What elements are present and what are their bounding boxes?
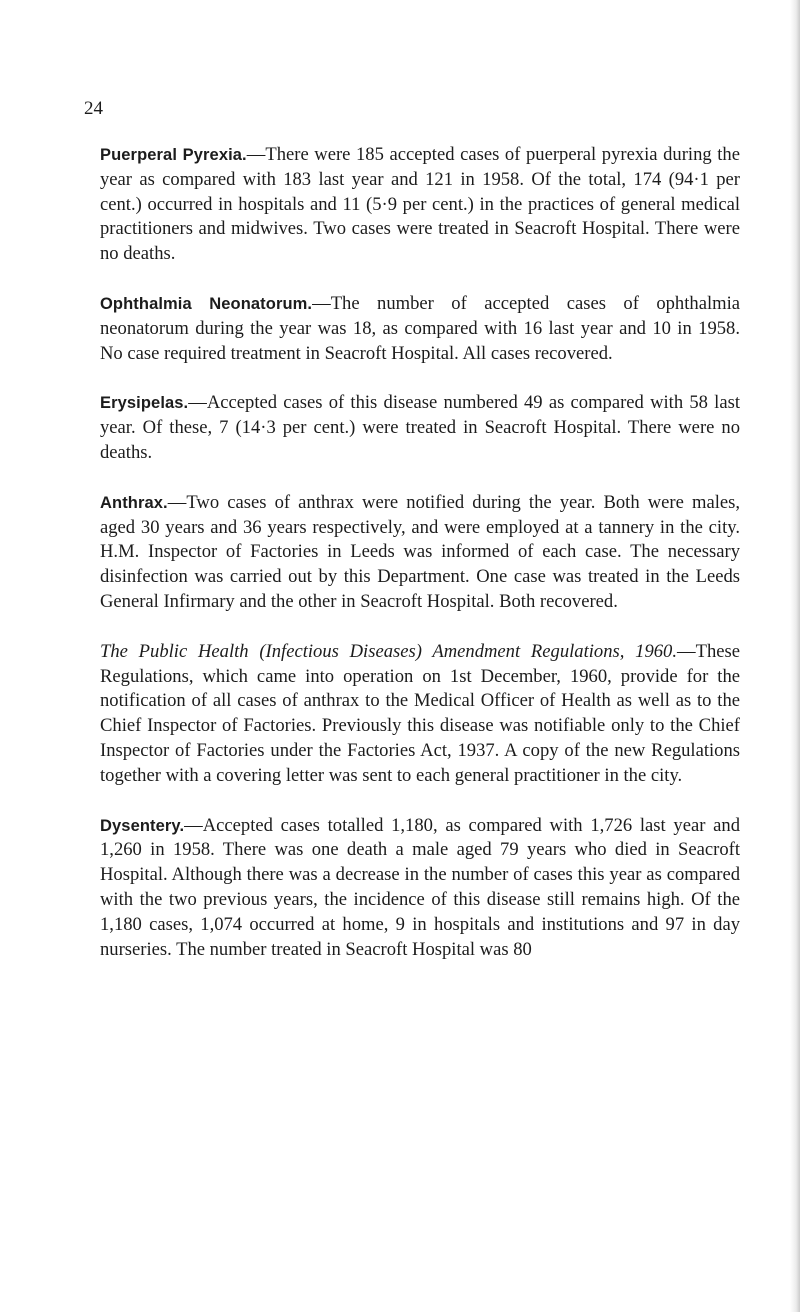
section-heading: Erysipelas.: [100, 394, 189, 413]
section-anthrax: [100, 491, 740, 615]
section-heading: Anthrax.: [100, 493, 168, 512]
section-text: —Two cases of anthrax were notified during the year. Both were males, aged 30 years and 36 years respectively, and were employed at a tannery in the city. H.M. Inspector of Factories in Leeds was informed of each case. The necessary disinfection was carried out by this Department. One case was treated in the Leeds General Infirmary and the other in Seacroft Hospital. Both recovered.: [100, 491, 740, 612]
section-dysentery: [100, 814, 740, 963]
section-heading: Puerperal Pyrexia.: [100, 146, 247, 164]
section-text: —Accepted cases totalled 1,180, as compared with 1,726 last year and 1,260 in 1958. There was one death a male aged 79 years who died in Seacroft Hospital. Although there was a decrease in the number of cases this year as compared with the two previous years, the incidence of this disease still remains high. Of the 1,180 cases, 1,074 occurred at home, 9 in hospitals and institutions and 97 in day nurseries. The number treated in Seacroft Hospital was 80: [100, 814, 740, 960]
section-heading: Ophthalmia Neonatorum.: [100, 294, 313, 313]
page-number: 24: [84, 98, 103, 119]
section-heading: The Public Health (Infectious Diseases) Amendment Regulations, 1960.: [100, 640, 677, 662]
page-edge-shadow: [790, 0, 800, 1312]
section-text: —Accepted cases of this disease numbered 49 as compared with 58 last year. Of these, 7 (14·3 per cent.) were treated in Seacroft Hospital. There were no deaths.: [100, 392, 740, 463]
section-ophthalmia-neonatorum: [100, 292, 740, 366]
section-regulations: [100, 640, 740, 789]
section-text: —There were 185 accepted cases of puerperal pyrexia during the year as compared with 183 last year and 121 in 1958. Of the total, 174 (94·1 per cent.) occurred in hospitals and 11 (5·9 per cent.) in the practices of general medical practitioners and midwives. Two cases were treated in Seacroft Hospital. There were no deaths.: [100, 144, 740, 265]
document-body: [100, 143, 740, 987]
section-text: —These Regulations, which came into operation on 1st December, 1960, provide for the notification of all cases of anthrax to the Medical Officer of Health as well as to the Chief Inspector of Factories. Previously this disease was notifiable only to the Chief Inspector of Factories under the Factories Act, 1937. A copy of the new Regulations together with a covering letter was sent to each general practitioner in the city.: [100, 640, 740, 786]
section-text: —The number of accepted cases of ophthalmia neonatorum during the year was 18, as compared with 16 last year and 10 in 1958. No case required treatment in Seacroft Hospital. All cases recovered.: [100, 292, 740, 364]
section-heading: Dysentery.: [100, 816, 185, 835]
section-puerperal-pyrexia: [100, 143, 740, 267]
section-erysipelas: [100, 391, 740, 465]
